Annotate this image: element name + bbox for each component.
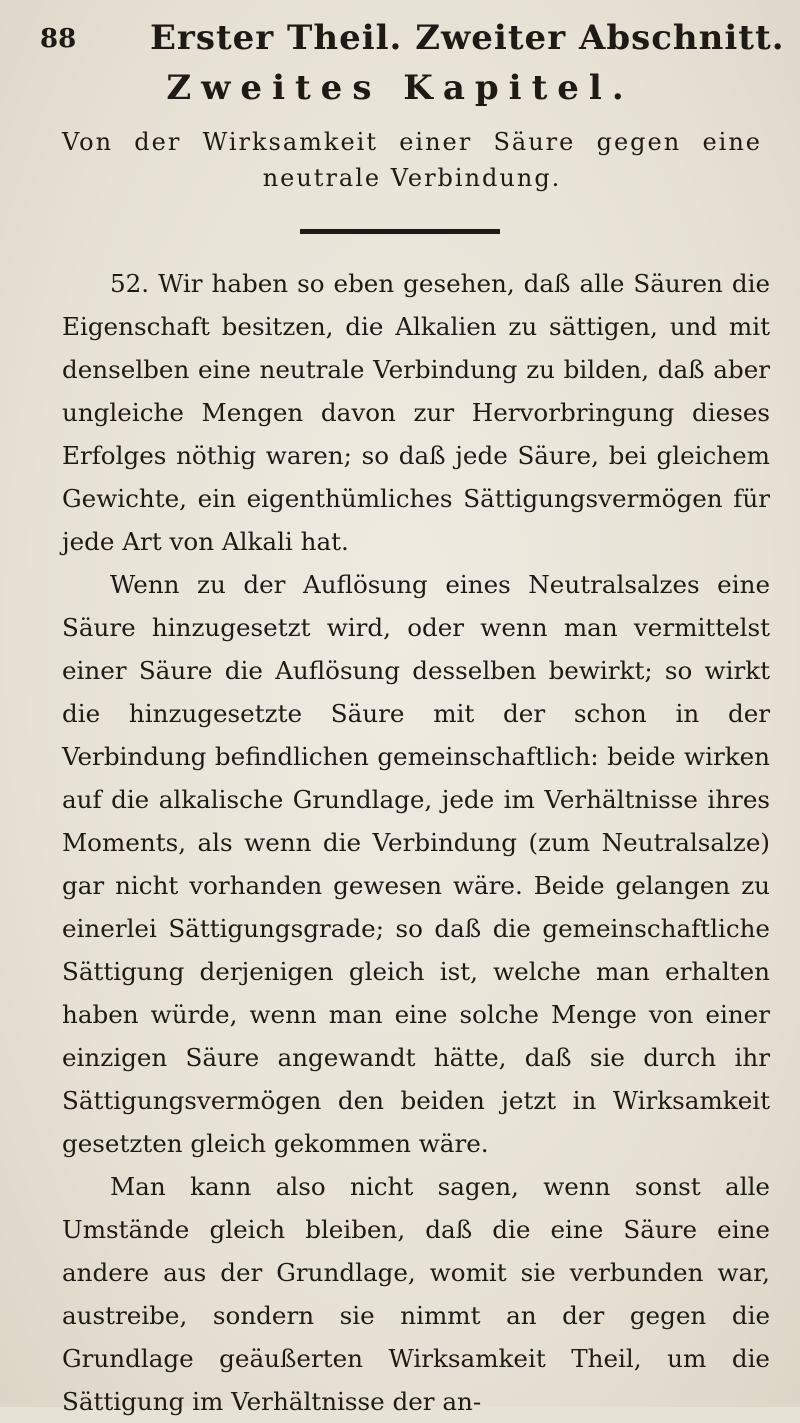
chapter-subtitle: Von der Wirksamkeit einer Säure gegen eine neutrale Verbindung. bbox=[62, 128, 762, 192]
section-divider bbox=[300, 229, 500, 234]
page-number: 88 bbox=[40, 24, 77, 54]
running-head bbox=[40, 10, 785, 60]
body-text bbox=[62, 262, 770, 1423]
running-head-title: Erster Theil. Zweiter Abschnitt. bbox=[150, 18, 785, 58]
paragraph: Man kann also nicht sagen, wenn sonst alle Umstände gleich bleiben, daß die eine Säure eine andere aus der Grundlage, womit sie verbunden war, austreibe, sondern sie nimmt an der gegen die Grundlage geäußerten Wirksamkeit Theil, um die Sättigung im Verhältnisse der an- bbox=[62, 1172, 770, 1416]
chapter-heading: Zweites Kapitel. bbox=[166, 68, 634, 108]
paragraph: Wenn zu der Auflösung eines Neutralsalzes eine Säure hinzugesetzt wird, oder wenn man vermittelst einer Säure die Auflösung desselben bewirkt; so wirkt die hinzugesetzte Säure mit der schon in der Verbindung befindlichen gemeinschaftlich: beide wirken auf die alkalische Grundlage, jede im Verhältnisse ihres Moments, als wenn die Verbindung (zum Neutralsalze) gar nicht vorhanden gewesen wäre. Beide gelangen zu einerlei Sättigungsgrade; so daß die gemeinschaftliche Sättigung derjenigen gleich ist, welche man erhalten haben würde, wenn man eine solche Menge von einer einzigen Säure angewandt hätte, daß sie durch ihr Sättigungsvermögen den beiden jetzt in Wirksamkeit gesetzten gleich gekommen wäre. bbox=[62, 570, 770, 1158]
paragraph: 52. Wir haben so eben gesehen, daß alle Säuren die Eigenschaft besitzen, die Alkalien zu sättigen, und mit denselben eine neutrale Verbindung zu bilden, daß aber ungleiche Mengen davon zur Hervorbringung dieses Erfolges nöthig waren; so daß jede Säure, bei gleichem Gewichte, ein eigenthümliches Sättigungsvermögen für jede Art von Alkali hat. bbox=[62, 269, 770, 556]
